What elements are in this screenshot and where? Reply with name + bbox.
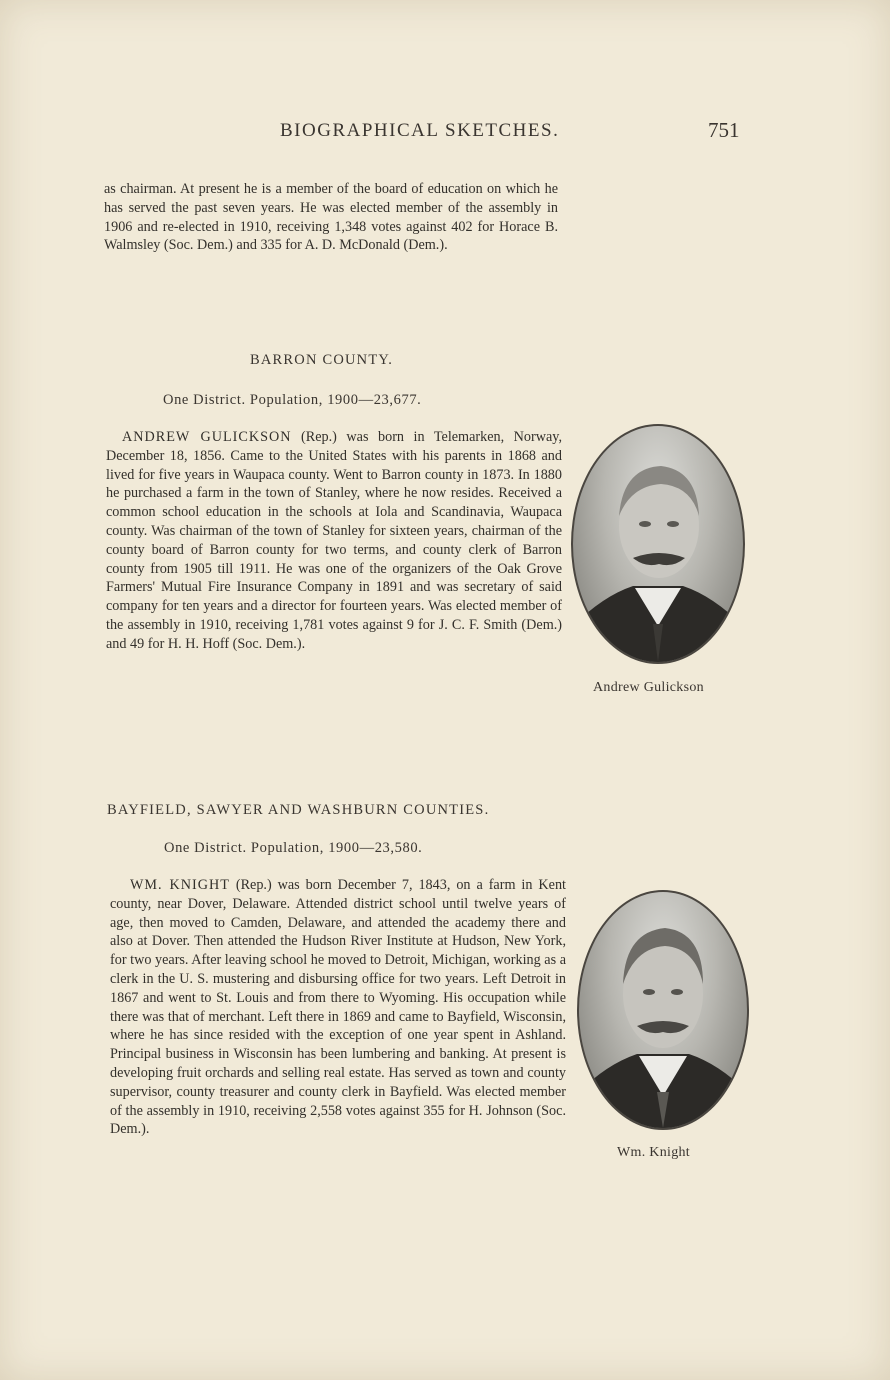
intro-paragraph: as chairman. At present he is a member of the board of education on which he has served the past seven years. He was elected member of the assembly in 1906 and re-elected in 1910, receiving 1,348 votes against 402 for Horace B. Walmsley (Soc. Dem.) and 335 for A. D. McDonald (Dem.). — [104, 181, 558, 254]
biography-text: (Rep.) was born in Telemarken, Norway, December 18, 1856. Came to the United States with his parents in 1868 and lived for five years in Waupaca county. Went to Barron county in 1873. In 1880 he purchased a farm in the town of Stanley, where he now resides. Received a common school education in the schools at Iola and Scandinavia, Waupaca county. Was chairman of the town of Stanley for sixteen years, chairman of the county board of Barron county for two terms, and county clerk of Barron county from 1905 till 1911. He was one of the organizers of the Oak Grove Farmers' Mutual Fire Insurance Company in 1891 and was secretary of said company for ten years and a director for fourteen years. Was elected member of the assembly in 1910, receiving 1,781 votes against 9 for J. C. F. Smith (Dem.) and 49 for H. H. Hoff (Soc. Dem.). — [106, 429, 562, 652]
portrait-caption-gulickson: Andrew Gulickson — [593, 680, 704, 695]
section-subheading-bayfield: One District. Population, 1900—23,580. — [164, 840, 423, 856]
portrait-andrew-gulickson — [571, 424, 745, 664]
running-header: BIOGRAPHICAL SKETCHES. — [280, 120, 560, 141]
biography-knight — [110, 876, 566, 1139]
portrait-wm-knight — [577, 890, 749, 1130]
page-number: 751 — [708, 118, 740, 142]
biography-text: (Rep.) was born December 7, 1843, on a farm in Kent county, near Dover, Delaware. Attended district school until twelve years of age, then moved to Camden, Delaware, and attended the academy there and also at Dover. Then attended the Hudson River Institute at Hudson, New York, for two years. After leaving school he moved to Detroit, Michigan, working as a clerk in the U. S. mustering and disbursing office for two years. Left Detroit in 1867 and went to St. Louis and from there to Wyoming. His occupation while there was that of merchant. Left there in 1869 and came to Bayfield, Wisconsin, where he has since resided with the exception of one year spent in Ashland. Principal business in Wisconsin has been lumbering and banking. At present is developing fruit orchards and selling real estate. Has served as town and county supervisor, county treasurer and county clerk in Bayfield. Was elected member of the assembly in 1910, receiving 2,558 votes against 355 for H. Johnson (Soc. Dem.). — [110, 877, 566, 1138]
biography-name: WM. KNIGHT — [130, 877, 230, 893]
biography-name: ANDREW GULICKSON — [122, 429, 292, 445]
section-heading-barron: BARRON COUNTY. — [250, 352, 394, 368]
section-heading-bayfield: BAYFIELD, SAWYER AND WASHBURN COUNTIES. — [107, 802, 490, 818]
portrait-caption-knight: Wm. Knight — [617, 1145, 690, 1160]
section-subheading-barron: One District. Population, 1900—23,677. — [163, 392, 422, 408]
biography-gulickson — [106, 428, 562, 654]
